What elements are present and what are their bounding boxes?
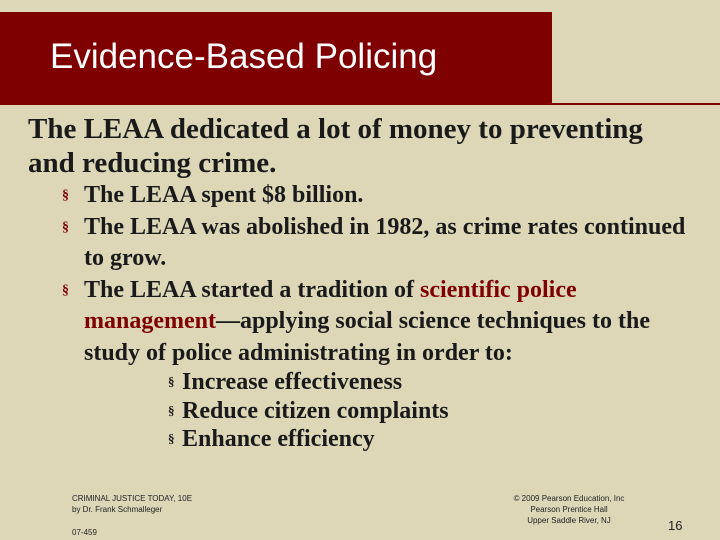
footer-book-info bbox=[72, 493, 192, 515]
bullet-marker-icon: § bbox=[62, 188, 69, 203]
slide-title: Evidence-Based Policing bbox=[50, 37, 438, 76]
bullet-marker-icon: § bbox=[62, 282, 69, 298]
sub-bullet-item bbox=[168, 397, 449, 426]
sub-bullet-marker-icon: § bbox=[168, 431, 175, 446]
footer-copyright bbox=[500, 493, 638, 526]
footer-author: by Dr. Frank Schmalleger bbox=[72, 505, 163, 514]
bullet-text: The LEAA spent $8 billion. bbox=[84, 182, 364, 208]
bullet-list bbox=[62, 180, 702, 369]
bullet-item bbox=[62, 275, 702, 370]
bullet-item bbox=[62, 212, 702, 275]
sub-bullet-text: Reduce citizen complaints bbox=[182, 397, 449, 424]
copyright-line: © 2009 Pearson Education, Inc bbox=[513, 494, 625, 503]
title-divider bbox=[0, 103, 720, 105]
sub-bullet-item bbox=[168, 425, 449, 454]
sub-bullet-marker-icon: § bbox=[168, 402, 175, 418]
page-number: 16 bbox=[668, 518, 683, 533]
sub-bullet-text: Enhance efficiency bbox=[182, 426, 375, 452]
sub-bullet-marker-icon: § bbox=[168, 374, 175, 389]
footer-book-title: CRIMINAL JUSTICE TODAY, 10E bbox=[72, 494, 193, 503]
copyright-line: Upper Saddle River, NJ bbox=[527, 516, 611, 525]
bullet-text: The LEAA was abolished in 1982, as crime rates continued to grow. bbox=[84, 213, 686, 271]
bullet-marker-icon: § bbox=[62, 219, 69, 235]
emphasis-term: scientific police management bbox=[84, 276, 577, 334]
bullet-text-end: —applying social science techniques to the study of police administrating in order to: bbox=[84, 308, 650, 366]
sub-bullet-text: Increase effectiveness bbox=[182, 369, 403, 395]
copyright-line: Pearson Prentice Hall bbox=[530, 505, 608, 514]
sub-bullet-item bbox=[168, 368, 449, 397]
bullet-text-start: The LEAA started a tradition of bbox=[84, 276, 420, 303]
lead-paragraph: The LEAA dedicated a lot of money to preventing and reducing crime. bbox=[28, 113, 643, 179]
sub-bullet-list bbox=[168, 368, 449, 454]
bullet-item bbox=[62, 180, 702, 212]
footer-code: 07-459 bbox=[72, 528, 97, 537]
